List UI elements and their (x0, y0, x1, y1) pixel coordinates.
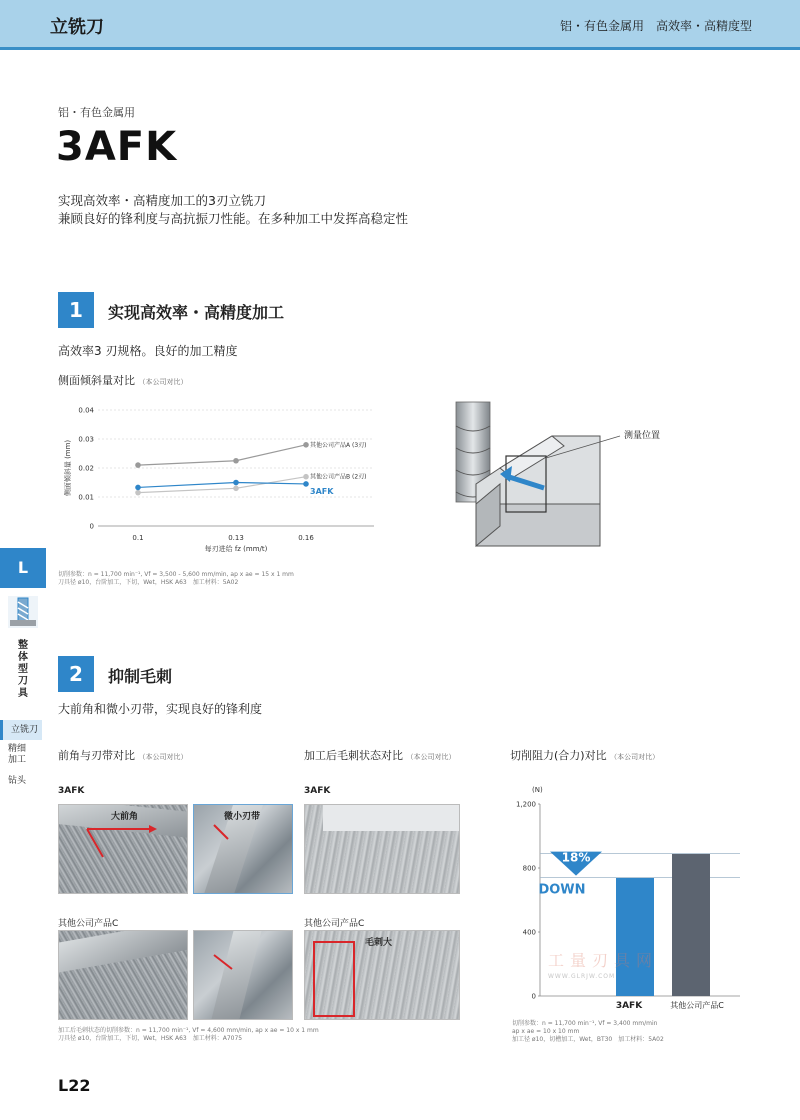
section-1-number: 1 (58, 292, 94, 328)
chart-1-ylabel: 侧面倾斜量 (mm) (64, 439, 72, 497)
sidebar-item-finishing[interactable]: 精细 加工 (8, 744, 27, 765)
chart-1-point (303, 481, 309, 487)
section-1-cond-line-2: 刀具径 ø10，台阶加工，下切，Wet，HSK A63 加工材料：5A02 (58, 579, 239, 586)
product-name: 3AFK (56, 124, 178, 170)
col-3-heading (510, 747, 659, 763)
section-1-cond-line-1: 切削参数：n = 11,700 min⁻¹, Vf = 3,500 - 5,600 mm/min, ap x ae = 15 x 1 mm (58, 571, 294, 578)
photo-other-rake (58, 930, 188, 1020)
product-category: 铝・有色金属用 (58, 106, 135, 119)
inclination-line-chart (58, 398, 378, 560)
photo-3afk-rake (58, 804, 188, 894)
label-burr-large: 毛刺大 (365, 938, 393, 948)
section-1-conditions (58, 571, 388, 587)
section-2-subtitle: 大前角和微小刃带，实现良好的锋利度 (58, 702, 263, 716)
photo-other-burr (304, 930, 460, 1020)
sidebar-item-end-mill[interactable]: 立铣刀 (0, 720, 42, 740)
chart-2-percent: 18% (561, 850, 591, 865)
col-2-note: （本公司对比） (406, 753, 456, 761)
section-1-title: 实现高效率・高精度加工 (108, 303, 285, 322)
chart-1-point (233, 458, 239, 464)
col-3-note: （本公司对比） (610, 753, 660, 761)
rake-angle-marker (79, 819, 169, 869)
burr-clean-edge (323, 805, 460, 831)
header-bar (0, 0, 800, 50)
col-2-title: 加工后毛刺状态对比 (304, 749, 403, 762)
desc-line-2: 兼顾良好的锋利度与高抗振刀性能。在多种加工中发挥高稳定性 (58, 211, 409, 226)
chart-1-title: 侧面倾斜量对比 (58, 374, 135, 387)
section-tab-l[interactable]: L (0, 548, 46, 588)
chart-1-ytick: 0.02 (78, 464, 94, 473)
chart-1-ytick: 0 (89, 522, 94, 531)
land-marker (212, 823, 232, 843)
label-big-rake: 大前角 (111, 812, 139, 822)
chart-1-ytick: 0.04 (78, 406, 94, 415)
chart-1-xtick: 0.16 (298, 534, 314, 542)
section-1-subtitle: 高效率3 刃规格。良好的加工精度 (58, 344, 238, 358)
chart-1-point (233, 480, 239, 486)
cond1-line-1: 加工后毛刺状态的切削参数：n = 11,700 min⁻¹, Vf = 4,600 mm/min, ap x ae = 10 x 1 mm (58, 1027, 319, 1034)
measure-position-diagram (440, 396, 700, 581)
chart-2-ylabel: (N) (532, 786, 543, 794)
chart-1-ytick: 0.01 (78, 493, 94, 502)
header-category: 立铣刀 (50, 17, 104, 38)
other-blade-edge (59, 930, 188, 972)
section-2-number: 2 (58, 656, 94, 692)
end-mill-icon (8, 596, 38, 628)
label-3afk-rake: 3AFK (58, 786, 85, 796)
col-1-note: （本公司对比） (138, 753, 188, 761)
chart-1-ytick: 0.03 (78, 435, 94, 444)
measure-position-label: 测量位置 (624, 431, 661, 441)
chart-2-category: 3AFK (615, 1001, 643, 1011)
chart-2-ytick: 0 (531, 992, 536, 1001)
label-micro-land: 微小刃带 (224, 812, 261, 822)
label-other-rake: 其他公司产品C (58, 919, 119, 929)
other-land-marker (212, 953, 236, 977)
sidebar-vertical-label: 整体型刀具 (18, 640, 28, 699)
section-2-title: 抑制毛刺 (108, 667, 173, 686)
sidebar-item-drill[interactable]: 钻头 (8, 776, 27, 786)
chart-1-xtick: 0.13 (228, 534, 244, 542)
chart-1-point (135, 485, 141, 491)
chart-2-ytick: 800 (522, 864, 536, 873)
watermark-text: 工量刃具网 (548, 951, 659, 970)
cond2-line-2: ap x ae = 10 x 10 mm (512, 1028, 580, 1035)
label-other-burr: 其他公司产品C (304, 919, 365, 929)
chart-1-legend-entry: 3AFK (310, 486, 334, 496)
burr-highlight-box (313, 941, 355, 1017)
cond2-line-3: 加工径 ø10，切槽加工，Wet，BT30 加工材料：5A02 (512, 1036, 664, 1043)
chart-1-note: （本公司对比） (138, 378, 188, 386)
chart-1-legend-entry: 其他公司产品B (2刃) (310, 473, 367, 481)
cond2-line-1: 切削参数：n = 11,700 min⁻¹, Vf = 3,400 mm/min (512, 1020, 658, 1027)
watermark (548, 948, 668, 980)
chart-1-point (233, 486, 239, 492)
chart-2-bar (672, 854, 710, 996)
header-tags: 铝・有色金属用 高效率・高精度型 (559, 19, 752, 33)
section-2-conditions-1 (58, 1027, 478, 1043)
chart-2-category: 其他公司产品C (670, 1001, 724, 1010)
chart-1-legend-entry: 其他公司产品A (3刃) (310, 441, 367, 449)
chart-1-point (135, 490, 141, 496)
chart-1-heading (58, 372, 188, 388)
watermark-url: WWW.GLRJW.COM (548, 973, 616, 980)
chart-2-ytick: 400 (522, 928, 536, 937)
chart-1-xtick: 0.1 (132, 534, 144, 542)
section-2-conditions-2 (512, 1020, 752, 1044)
col-1-title: 前角与刃带对比 (58, 749, 135, 762)
photo-3afk-burr (304, 804, 460, 894)
desc-line-1: 实现高效率・高精度加工的3刃立铣刀 (58, 193, 266, 208)
photo-other-land (193, 930, 293, 1020)
product-description (58, 192, 408, 228)
cond1-line-2: 刀具径 ø10，台阶加工，下切，Wet，HSK A63 加工材料：A7075 (58, 1035, 243, 1042)
label-3afk-burr: 3AFK (304, 786, 331, 796)
col-1-heading (58, 747, 188, 763)
chart-1-point (303, 474, 309, 480)
chart-2-down-label: DOWN (538, 882, 586, 898)
page-number: L22 (58, 1076, 91, 1095)
chart-2-ytick: 1,200 (515, 800, 536, 809)
chart-1-xlabel: 每刃进给 fz (mm/t) (204, 545, 268, 553)
chart-1-point (135, 462, 141, 468)
col-2-heading (304, 747, 456, 763)
col-3-title: 切削阻力(合力)对比 (510, 749, 607, 762)
chart-1-point (303, 442, 309, 448)
photo-3afk-land (193, 804, 293, 894)
